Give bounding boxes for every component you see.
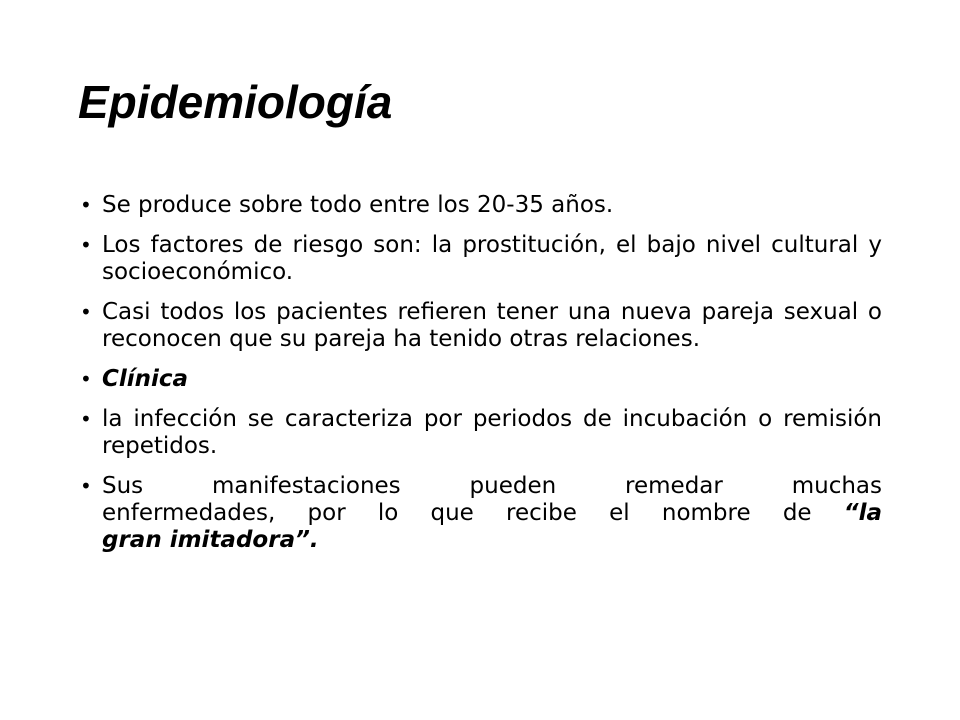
bullet-heading-clinica: Clínica [102,366,189,392]
bullet-item [80,366,882,393]
bullet-dot-icon: • [80,367,92,391]
bullet-dot-icon: • [80,474,92,498]
quote-emphasis: “la [843,500,882,526]
bullet-line: Sus manifestaciones pueden remedar muchas [102,473,882,499]
bullet-item [80,299,882,353]
quote-emphasis-end: gran imitadora”. [102,527,319,553]
bullet-item [80,473,882,554]
bullet-line-text: enfermedades, por lo que recibe el nombre de [102,500,812,526]
bullet-dot-icon: • [80,193,92,217]
bullet-text: Se produce sobre todo entre los 20-35 años. [102,192,614,218]
bullet-dot-icon: • [80,233,92,257]
bullet-dot-icon: • [80,407,92,431]
bullet-text: la infección se caracteriza por periodos de incubación o remisión repetidos. [102,406,882,459]
bullet-text: Casi todos los pacientes refieren tener una nueva pareja sexual o reconocen que su pareja ha tenido otras relaciones. [102,299,882,352]
bullet-text: Los factores de riesgo son: la prostitución, el bajo nivel cultural y socioeconómico. [102,232,882,285]
bullet-dot-icon: • [80,300,92,324]
bullet-list [80,192,882,567]
bullet-item [80,406,882,460]
bullet-item [80,192,882,219]
slide-title: Epidemiología [78,76,393,128]
bullet-item [80,232,882,286]
bullet-line-with-quote [102,500,882,527]
bullet-text-multiline [102,473,882,554]
